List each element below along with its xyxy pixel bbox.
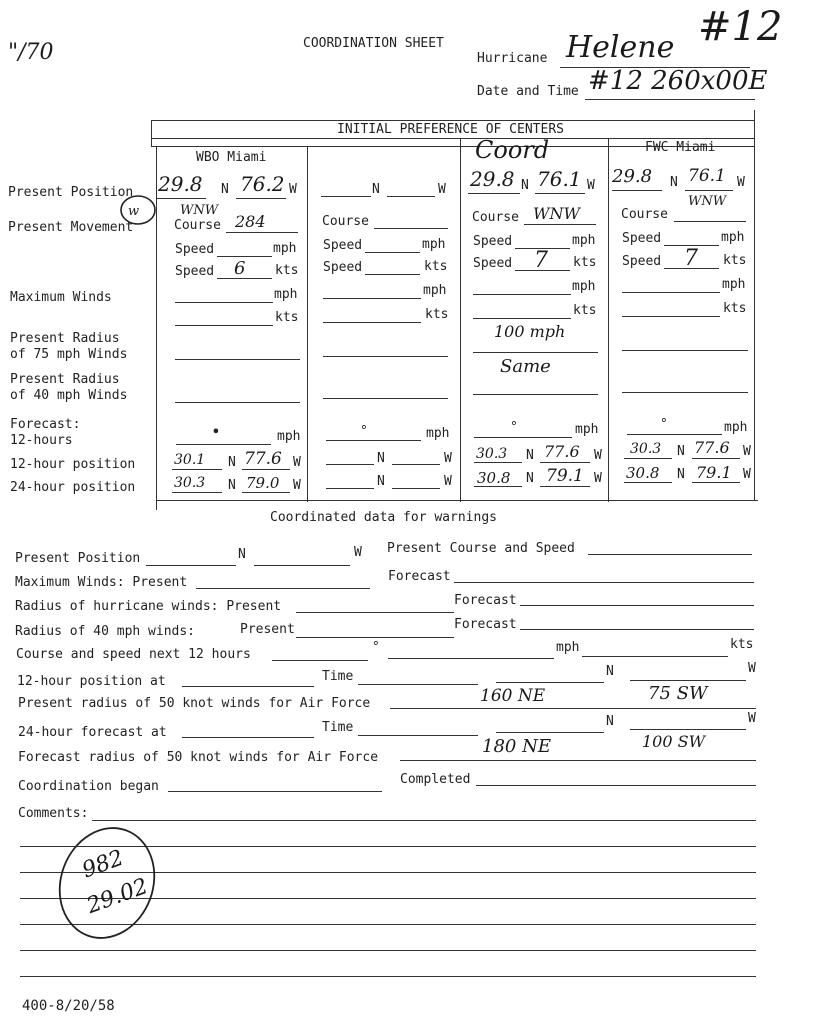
coord-speed-kts-label: Speed — [473, 256, 513, 271]
cd-present-n: N — [238, 547, 246, 562]
cd-coordination-began-label: Coordination began — [18, 779, 159, 794]
c2-maxwind-mph-line — [323, 298, 421, 299]
cd-present-lat-line — [146, 565, 236, 566]
coord-radius75: 100 mph — [494, 322, 566, 341]
fwc-kts: kts — [723, 253, 747, 268]
wbo-course-line — [226, 232, 298, 233]
cd-maxwinds-forecast-line — [454, 582, 754, 583]
cd-radius50-present-label: Present radius of 50 knot winds for Air Force — [18, 696, 371, 711]
coord-pos12-lon: 77.6 — [544, 442, 580, 461]
coord-maxwind-kts-line — [473, 318, 571, 319]
advisory-mark: #12 — [698, 4, 783, 50]
fwc-maxwind-kts: kts — [723, 301, 747, 316]
c2-maxwind-kts: kts — [425, 307, 449, 322]
coordinated-title: Coordinated data for warnings — [270, 510, 497, 525]
fwc-n: N — [670, 175, 678, 190]
hurricane-value: Helene — [566, 30, 675, 65]
wbo-fc12-line — [176, 444, 271, 445]
cd-pos12-n: N — [606, 664, 614, 679]
table-border-bottom — [156, 500, 758, 501]
wbo-pos12-lat: 30.1 — [174, 452, 206, 468]
column-divider-1 — [307, 146, 308, 502]
cd-course12-deg: ° — [372, 640, 380, 655]
cd-pos12-lat-line — [496, 682, 604, 683]
coord-speed-kts: 7 — [534, 248, 548, 273]
table-border-right — [754, 110, 755, 500]
cd-speed12-mph: mph — [556, 640, 580, 655]
fwc-radius75-line — [622, 350, 748, 351]
cd-present-course-speed-line — [588, 554, 752, 555]
fwc-lon-line — [685, 190, 733, 191]
c2-maxwind-mph: mph — [423, 283, 447, 298]
cd-course-speed12-label: Course and speed next 12 hours — [16, 647, 251, 662]
column-header-coord: Coord — [475, 136, 550, 164]
fwc-pos12-lon: 77.6 — [694, 438, 730, 457]
row-label-forecast-a: Forecast: — [10, 417, 81, 432]
wbo-maxwind-kts: kts — [275, 310, 299, 325]
wbo-radius40-line — [175, 402, 300, 403]
coord-fc12-line — [474, 437, 572, 438]
cd-radius40-present-label: Present — [240, 622, 295, 637]
coord-pos24-lon-line — [540, 486, 590, 487]
c2-pos12-lat-line — [326, 464, 374, 465]
wbo-pos24-lon: 79.0 — [246, 474, 280, 492]
column-divider-2 — [460, 138, 461, 502]
fwc-lat-line — [612, 190, 662, 191]
cd-radius40-label: Radius of 40 mph winds: — [15, 624, 196, 639]
coord-course: WNW — [533, 204, 580, 223]
cd-coordination-began-line — [168, 791, 382, 792]
wbo-lat: 29.8 — [158, 172, 203, 196]
date-time-value: #12 260x00E — [588, 66, 768, 96]
fwc-fc12-line — [627, 434, 722, 435]
row-label-radius40-a: Present Radius — [10, 372, 120, 387]
pressure-in: 29.02 — [83, 873, 152, 920]
table-border-left-top — [151, 120, 152, 146]
cd-pos12-w: W — [748, 661, 756, 676]
fwc-mph: mph — [721, 230, 745, 245]
coord-lon: 76.1 — [537, 167, 582, 191]
row-label-radius75-a: Present Radius — [10, 331, 120, 346]
wbo-pos12-n: N — [228, 455, 236, 470]
fwc-pos12-lon-line — [692, 458, 740, 459]
wbo-pos24-w: W — [293, 478, 301, 493]
comment-line-1 — [92, 820, 756, 821]
coord-speed-mph-label: Speed — [473, 234, 513, 249]
fwc-pos24-lat: 30.8 — [626, 464, 660, 482]
cd-speed12-kts: kts — [730, 637, 754, 652]
fwc-course-label: Course — [621, 207, 668, 222]
c2-speed-kts-line — [365, 274, 420, 275]
cd-radius-hurricane-line — [296, 612, 454, 613]
row-label-radius75-b: of 75 mph Winds — [10, 347, 128, 362]
table-border-top — [151, 120, 754, 121]
cd-forecast24-label: 24-hour forecast at — [18, 725, 167, 740]
c2-pos24-w: W — [444, 474, 452, 489]
wbo-pos24-lon-line — [242, 492, 290, 493]
c2-lon-line — [387, 196, 435, 197]
cd-radius-hurricane-forecast-label: Forecast — [454, 593, 517, 608]
wbo-lon: 76.2 — [240, 172, 285, 196]
coord-pos24-lon: 79.1 — [546, 466, 584, 486]
wbo-maxwind-mph-line — [175, 302, 273, 303]
cd-speed12-mph-line — [388, 658, 554, 659]
coord-maxwind-mph: mph — [572, 279, 596, 294]
cd-pos12-lon-line — [630, 680, 746, 681]
comment-line-6 — [20, 950, 756, 951]
row-label-present-position: Present Position — [8, 185, 134, 200]
date-time-field-line — [585, 99, 755, 100]
cd-radius-hurricane-label: Radius of hurricane winds: Present — [15, 599, 282, 614]
row-label-forecast-b: 12-hours — [10, 433, 73, 448]
wbo-pos12-lon: 77.6 — [244, 449, 282, 469]
fwc-lat: 29.8 — [612, 166, 653, 187]
cd-forecast24-time-line — [358, 735, 478, 736]
table-title: INITIAL PREFERENCE OF CENTERS — [337, 122, 564, 137]
c2-speed-mph-line — [365, 252, 420, 253]
wbo-w: W — [289, 182, 297, 197]
c2-pos24-lat-line — [326, 488, 374, 489]
c2-n: N — [372, 182, 380, 197]
hurricane-label: Hurricane — [477, 51, 548, 66]
cd-present-position-label: Present Position — [15, 551, 141, 566]
coord-radius75-line — [473, 352, 598, 353]
c2-course-label: Course — [322, 214, 369, 229]
coord-pos12-lat-line — [474, 462, 522, 463]
fwc-pos24-n: N — [677, 467, 685, 482]
wbo-lat-line — [156, 198, 206, 199]
fwc-maxwind-mph-line — [622, 292, 720, 293]
table-title-rule — [151, 138, 754, 139]
wbo-course: 284 — [235, 212, 266, 231]
row-label-pos24: 24-hour position — [10, 480, 136, 495]
cd-maxwinds-line — [196, 588, 370, 589]
fwc-pos12-lat: 30.3 — [630, 441, 662, 457]
cd-forecast24-lat-line — [496, 732, 604, 733]
coord-kts: kts — [573, 255, 597, 270]
row-label-maximum-winds: Maximum Winds — [10, 290, 112, 305]
coord-lat: 29.8 — [470, 167, 515, 191]
cd-radius50-present-line — [390, 708, 756, 709]
c2-fc12-deg: ° — [360, 424, 368, 439]
cd-completed-label: Completed — [400, 772, 471, 787]
column-header-fwc: FWC Miami — [645, 140, 716, 155]
cd-pos12-time-label: Time — [322, 669, 354, 684]
fwc-pos24-lat-line — [624, 482, 672, 483]
cd-forecast24-w: W — [748, 711, 756, 726]
cd-radius50-forecast-ne: 180 NE — [482, 736, 551, 757]
page-title: COORDINATION SHEET — [303, 36, 444, 51]
c2-maxwind-kts-line — [323, 322, 421, 323]
cd-pos12-time-line — [358, 684, 478, 685]
column-divider-3 — [608, 138, 609, 502]
row-label-pos12: 12-hour position — [10, 457, 136, 472]
cd-pos12-at-line — [182, 686, 314, 687]
wbo-lon-line — [236, 198, 286, 199]
coord-radius40-line — [473, 394, 598, 395]
wbo-n: N — [221, 182, 229, 197]
form-number: 400-8/20/58 — [22, 998, 115, 1014]
column-header-wbo: WBO Miami — [196, 150, 267, 165]
cd-maxwinds-forecast-label: Forecast — [388, 569, 451, 584]
wbo-mph: mph — [273, 241, 297, 256]
wbo-maxwind-kts-line — [175, 325, 273, 326]
cd-radius50-present-ne: 160 NE — [480, 686, 546, 706]
fwc-fc12-deg: ° — [660, 417, 668, 432]
fwc-lon: 76.1 — [688, 166, 726, 186]
coord-fc12-deg: ° — [510, 420, 518, 435]
coord-fc12-mph: mph — [575, 422, 599, 437]
fwc-maxwind-mph: mph — [722, 277, 746, 292]
coord-maxwind-mph-line — [473, 294, 571, 295]
cd-radius40-line — [296, 637, 454, 638]
fwc-speed-kts: 7 — [684, 246, 698, 271]
coord-pos12-lat: 30.3 — [476, 446, 508, 462]
wbo-speed-kts: 6 — [234, 258, 246, 279]
wbo-pos24-lat-line — [172, 492, 222, 493]
wbo-pos12-lat-line — [172, 469, 222, 470]
fwc-pos12-lat-line — [624, 458, 672, 459]
row-label-present-movement: Present Movement — [8, 220, 134, 235]
pressure-mb: 982 — [78, 845, 128, 884]
c2-pos12-n: N — [377, 451, 385, 466]
coord-pos24-n: N — [526, 471, 534, 486]
circled-mark — [118, 192, 160, 228]
fwc-speed-mph-label: Speed — [622, 231, 662, 246]
corner-mark — [8, 40, 54, 65]
coord-pos24-w: W — [594, 471, 602, 486]
wbo-pos12-w: W — [293, 455, 301, 470]
cd-completed-line — [476, 785, 756, 786]
cd-forecast24-n: N — [606, 714, 614, 729]
wbo-speed-kts-label: Speed — [175, 264, 215, 279]
cd-forecast24-time-label: Time — [322, 720, 354, 735]
corner-mark-text: "/70 — [8, 40, 54, 65]
cd-present-course-speed-label: Present Course and Speed — [387, 541, 575, 556]
coord-lon-line — [535, 193, 585, 194]
coord-maxwind-kts: kts — [573, 303, 597, 318]
c2-speed-mph-label: Speed — [323, 238, 363, 253]
fwc-radius40-line — [622, 392, 748, 393]
wbo-course-note: WNW — [180, 203, 219, 218]
wbo-speed-mph-label: Speed — [175, 242, 215, 257]
cd-radius-hurricane-forecast-line — [520, 605, 754, 606]
coord-course-line — [524, 224, 596, 225]
wbo-pos24-n: N — [228, 478, 236, 493]
wbo-speed-mph-line — [217, 256, 272, 257]
fwc-pos24-lon-line — [692, 482, 740, 483]
coord-pos12-lon-line — [540, 462, 590, 463]
c2-pos12-lon-line — [392, 464, 440, 465]
date-time-label: Date and Time — [477, 84, 579, 99]
c2-radius40-line — [323, 398, 448, 399]
wbo-fc12-dot: • — [212, 425, 220, 440]
wbo-pos24-lat: 30.3 — [174, 475, 206, 491]
cd-pos12-label: 12-hour position at — [17, 674, 166, 689]
coord-course-label: Course — [472, 210, 519, 225]
c2-fc12-mph: mph — [426, 426, 450, 441]
cd-radius40-forecast-line — [520, 629, 754, 630]
cd-maxwinds-label: Maximum Winds: Present — [15, 575, 188, 590]
coord-pos24-lat: 30.8 — [477, 469, 511, 487]
wbo-radius75-line — [175, 359, 300, 360]
coord-mph: mph — [572, 233, 596, 248]
c2-fc12-line — [326, 440, 421, 441]
wbo-kts: kts — [275, 263, 299, 278]
coord-n: N — [521, 178, 529, 193]
wbo-maxwind-mph: mph — [274, 287, 298, 302]
wbo-course-label: Course — [174, 218, 221, 233]
cd-radius50-forecast-sw: 100 SW — [642, 732, 706, 751]
c2-speed-kts-label: Speed — [323, 260, 363, 275]
cd-radius50-present-sw: 75 SW — [648, 683, 708, 704]
fwc-course-line — [674, 221, 746, 222]
wbo-pos12-lon-line — [242, 469, 290, 470]
cd-forecast24-lon-line — [630, 729, 746, 730]
row-label-radius40-b: of 40 mph Winds — [10, 388, 128, 403]
fwc-course: WNW — [688, 194, 727, 209]
fwc-fc12-mph: mph — [724, 420, 748, 435]
c2-w: W — [438, 182, 446, 197]
coord-w: W — [587, 178, 595, 193]
fwc-maxwind-kts-line — [622, 316, 720, 317]
comment-line-7 — [20, 976, 756, 977]
fwc-pos24-w: W — [743, 467, 751, 482]
fwc-pos12-n: N — [677, 444, 685, 459]
fwc-speed-kts-label: Speed — [622, 254, 662, 269]
fwc-pos24-lon: 79.1 — [696, 463, 732, 482]
c2-radius75-line — [323, 356, 448, 357]
c2-pos12-w: W — [444, 451, 452, 466]
c2-mph: mph — [422, 237, 446, 252]
coord-lat-line — [468, 193, 520, 194]
c2-lat-line — [321, 196, 371, 197]
cd-radius40-forecast-label: Forecast — [454, 617, 517, 632]
cd-present-w: W — [354, 545, 362, 560]
cd-radius50-forecast-label: Forecast radius of 50 knot winds for Air Force — [18, 750, 379, 765]
c2-kts: kts — [424, 259, 448, 274]
coord-radius40: Same — [500, 356, 551, 377]
c2-course-line — [374, 228, 448, 229]
fwc-w: W — [737, 175, 745, 190]
coord-pos12-w: W — [594, 448, 602, 463]
fwc-pos12-w: W — [743, 444, 751, 459]
c2-pos24-n: N — [377, 474, 385, 489]
svg-text:w: w — [128, 204, 140, 219]
cd-speed12-kts-line — [582, 656, 728, 657]
cd-present-lon-line — [254, 565, 350, 566]
cd-radius50-forecast-line — [400, 760, 756, 761]
cd-comments-label: Comments: — [18, 806, 89, 821]
cd-course12-line — [272, 660, 368, 661]
coord-pos12-n: N — [526, 448, 534, 463]
c2-pos24-lon-line — [392, 488, 440, 489]
cd-forecast24-at-line — [182, 737, 314, 738]
wbo-fc12-mph: mph — [277, 429, 301, 444]
